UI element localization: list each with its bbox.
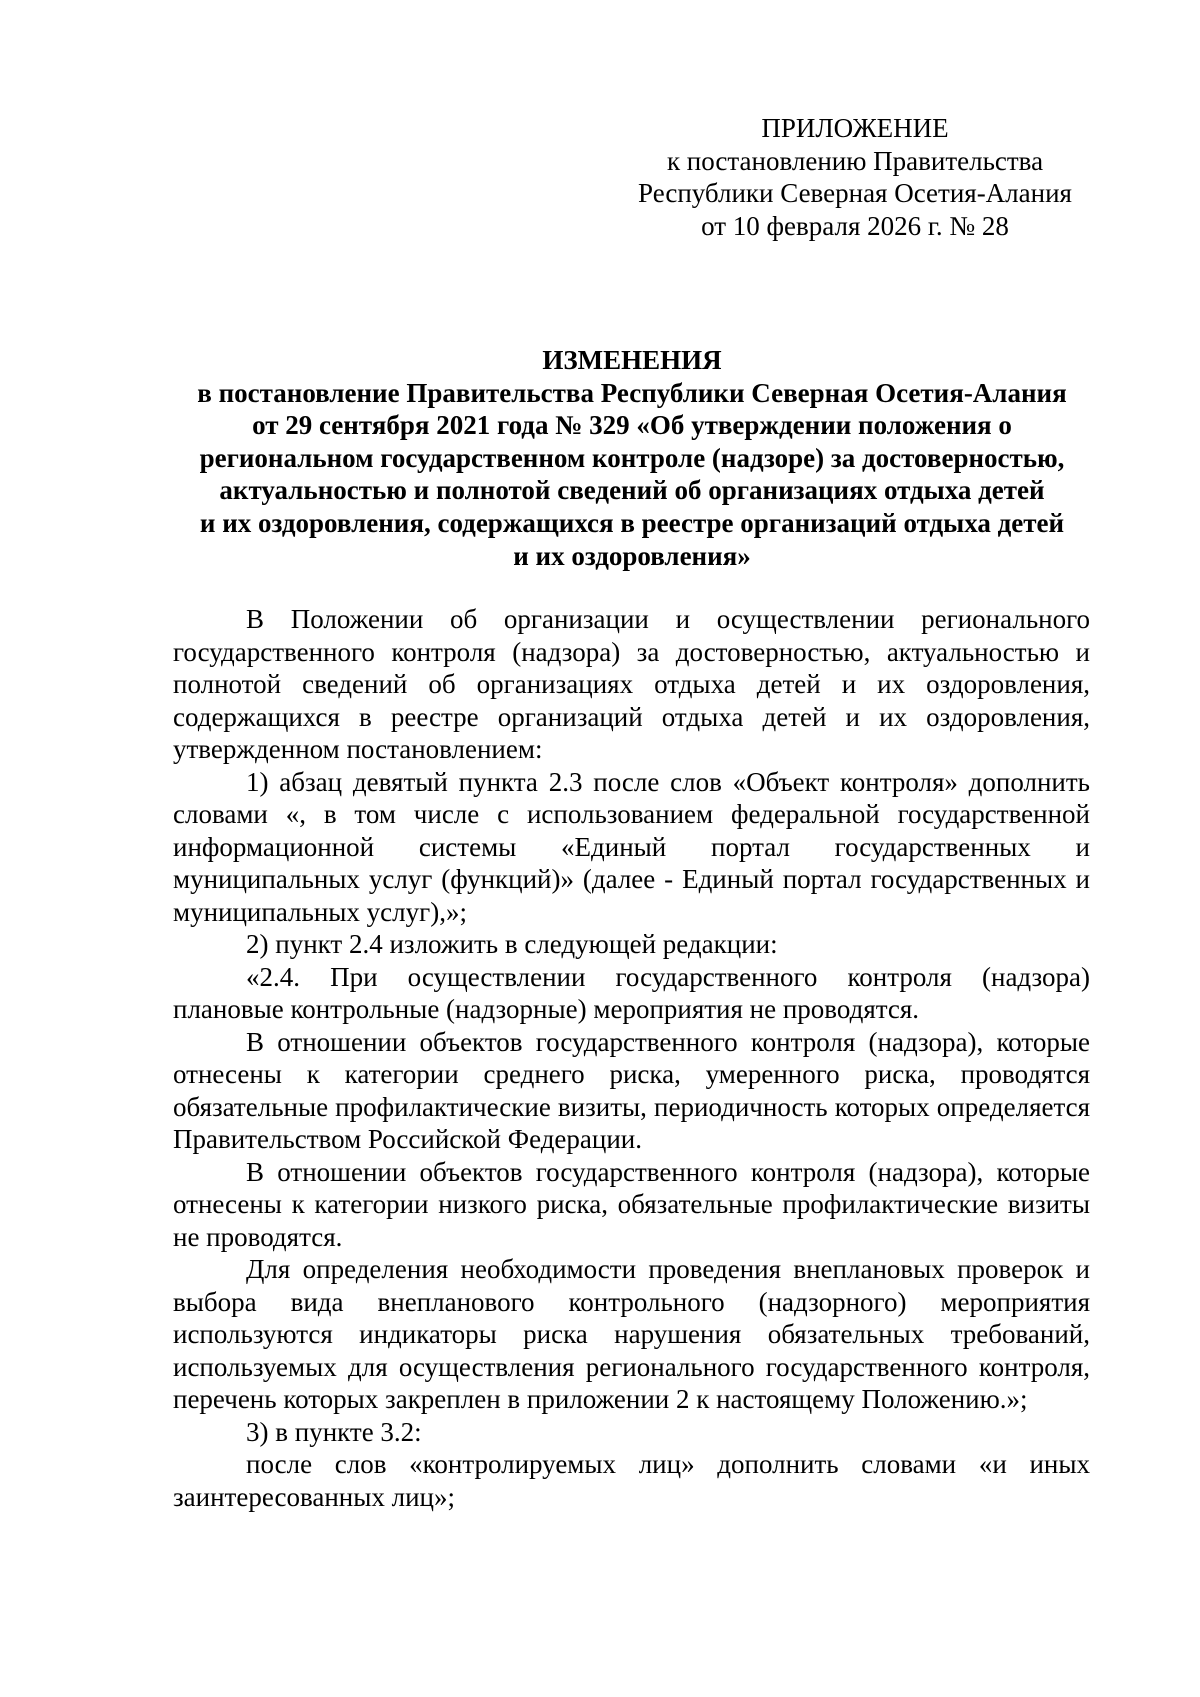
appendix-line: Республики Северная Осетия-Алания xyxy=(638,178,1072,208)
title-line: региональном государственном контроле (надзоре) за достоверностью, xyxy=(199,442,1065,473)
paragraph-item-1: 1) абзац девятый пункта 2.3 после слов «Объект контроля» дополнить словами «, в том числе с использованием федеральной государственной информационной системы «Единый портал государственных и муниципальных услуг (функций)» (далее - Единый портал государственных и муниципальных услуг),»; xyxy=(173,766,1090,927)
paragraph-medium-risk: В отношении объектов государственного контроля (надзора), которые отнесены к категории среднего риска, умеренного риска, проводятся обязательные профилактические визиты, периодичность которых определяется Правительством Российской Федерации. xyxy=(173,1026,1090,1154)
paragraph-risk-indicators: Для определения необходимости проведения внеплановых проверок и выбора вида внепланового контрольного (надзорного) мероприятия используются индикаторы риска нарушения обязательных требований, используемых для осуществления регионального государственного контроля, перечень которых закреплен в приложении 2 к настоящему Положению.»; xyxy=(173,1254,1090,1414)
paragraph-intro: В Положении об организации и осуществлении регионального государственного контроля (надзора) за достоверностью, актуальностью и полнотой сведений об организациях отдыха детей и их оздоровления, содержащихся в реестре организаций отдыха детей и их оздоровления, утвержденном постановлением: xyxy=(173,604,1090,764)
paragraph-clause-2-4: «2.4. При осуществлении государственного контроля (надзора) плановые контрольные (надзорные) мероприятия не проводятся. xyxy=(173,961,1090,1024)
appendix-date-line: от 10 февраля 2026 г. № 28 xyxy=(701,210,1009,241)
document-title xyxy=(172,344,1092,572)
paragraph-item-3-text: после слов «контролируемых лиц» дополнить словами «и иных заинтересованных лиц»; xyxy=(173,1449,1090,1512)
document-body xyxy=(173,603,1090,1513)
title-line: в постановление Правительства Республики Северная Осетия-Алания xyxy=(197,377,1067,408)
appendix-line: к постановлению Правительства xyxy=(666,145,1044,176)
paragraph-low-risk: В отношении объектов государственного контроля (надзора), которые отнесены к категории низкого риска, обязательные профилактические визиты не проводятся. xyxy=(173,1156,1090,1252)
title-line: актуальностью и полнотой сведений об организациях отдыха детей xyxy=(219,475,1045,506)
paragraph-item-3: 3) в пункте 3.2: xyxy=(246,1416,422,1447)
title-heading: ИЗМЕНЕНИЯ xyxy=(542,345,722,375)
title-line: и их оздоровления, содержащихся в реестре организаций отдыха детей xyxy=(199,507,1065,538)
appendix-header xyxy=(620,112,1090,242)
appendix-title: ПРИЛОЖЕНИЕ xyxy=(761,113,949,143)
paragraph-item-2: 2) пункт 2.4 изложить в следующей редакции: xyxy=(246,929,778,959)
title-line: и их оздоровления» xyxy=(513,540,751,571)
title-line: от 29 сентября 2021 года № 329 «Об утверждении положения о xyxy=(252,410,1012,441)
